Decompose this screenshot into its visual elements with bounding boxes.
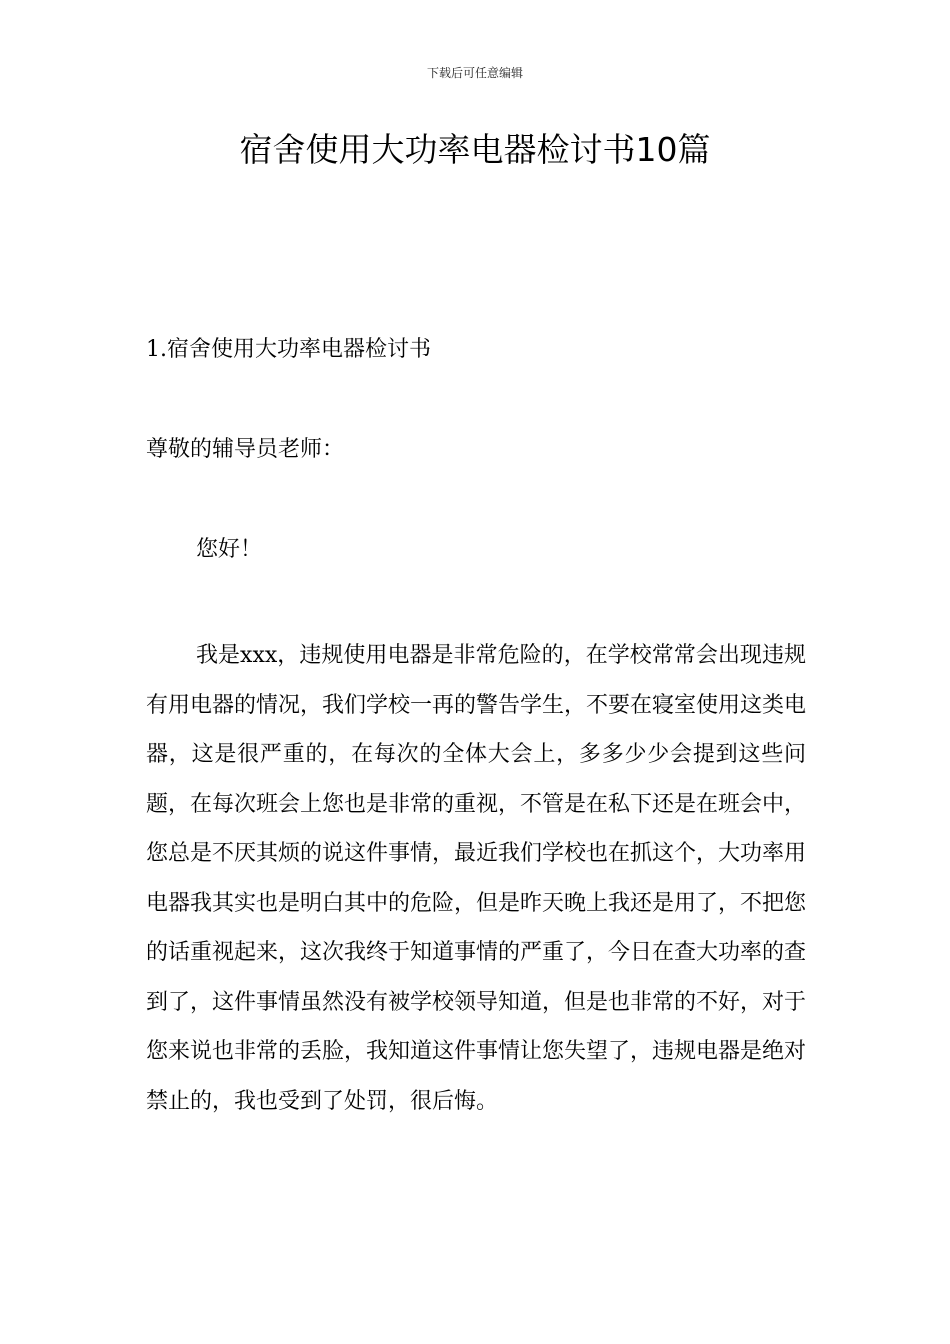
greeting: 您好！: [196, 537, 263, 562]
document-title: 宿舍使用大功率电器检讨书10篇: [239, 130, 711, 169]
header-note: 下载后可任意编辑: [426, 66, 523, 80]
section-heading: 1.宿舍使用大功率电器检讨书: [146, 337, 431, 362]
body-paragraph: 我是xxx，违规使用电器是非常危险的，在学校常常会出现违规有用电器的情况，我们学校一再的警告学生，不要在寝室使用这类电器，这是很严重的，在每次的全体大会上，多多少少会提到这些问题，在每次班会上您也是非常的重视，不管是在私下还是在班会中，您总是不厌其烦的说这件事情，最近我们学校也在抓这个，大功率用电器我其实也是明白其中的危险，但是昨天晚上我还是用了，不把您的话重视起来，这次我终于知道事情的严重了，今日在查大功率的查到了，这件事情虽然没有被学校领导知道，但是也非常的不好，对于您来说也非常的丢脸，我知道这件事情让您失望了，违规电器是绝对禁止的，我也受到了处罚，很后悔。: [146, 643, 807, 1114]
salutation: 尊敬的辅导员老师：: [146, 437, 345, 462]
